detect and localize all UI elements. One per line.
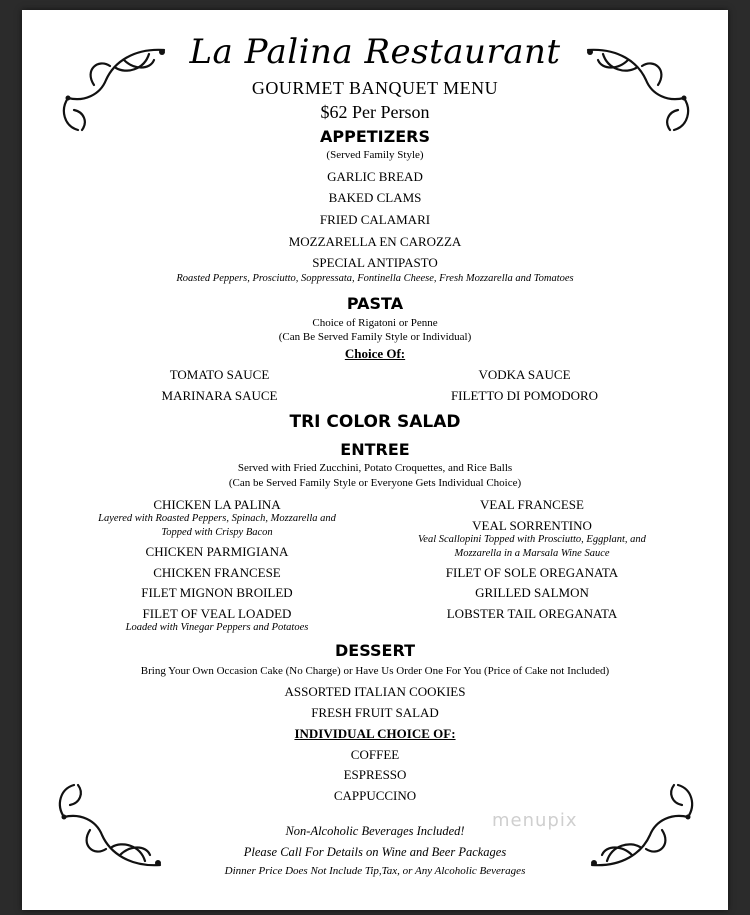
sauce-item: TOMATO SAUCE [169, 367, 270, 382]
price-per-person: $62 Per Person [320, 102, 430, 122]
footer-wine-beer: Please Call For Details on Wine and Beer Packages [243, 845, 507, 859]
entree-item: CHICKEN PARMIGIANA [145, 544, 289, 559]
entree-item: CHICKEN FRANCESE [153, 565, 281, 580]
entree-description: Topped with Crispy Bacon [161, 527, 273, 538]
entree-item: LOBSTER TAIL OREGANATA [446, 606, 618, 621]
appetizer-item: MOZZARELLA EN CAROZZA [288, 234, 462, 249]
entree-heading: ENTREE [340, 440, 410, 459]
appetizer-item: GARLIC BREAD [327, 169, 423, 184]
menu-page [22, 10, 728, 910]
footer-price-note: Dinner Price Does Not Include Tip,Tax, or Any Alcoholic Beverages [224, 865, 526, 877]
sauce-item: MARINARA SAUCE [161, 388, 278, 403]
sauce-item: FILETTO DI POMODORO [450, 388, 599, 403]
entree-item: FILET OF VEAL LOADED [142, 606, 292, 621]
entree-item: FILET MIGNON BROILED [141, 585, 293, 600]
drink-item: ESPRESSO [343, 767, 407, 782]
menu-name: GOURMET BANQUET MENU [251, 78, 499, 98]
dessert-heading: DESSERT [335, 641, 415, 660]
entree-description: Loaded with Vinegar Peppers and Potatoes [125, 622, 309, 633]
appetizers-heading: APPETIZERS [319, 127, 430, 146]
entree-item: GRILLED SALMON [475, 585, 589, 600]
appetizer-item: FRIED CALAMARI [319, 212, 431, 227]
dessert-note: Bring Your Own Occasion Cake (No Charge) or Have Us Order One For You (Price of Cake not Included) [140, 665, 610, 677]
entree-item: CHICKEN LA PALINA [153, 497, 281, 512]
salad-heading: TRI COLOR SALAD [289, 412, 461, 432]
drink-item: COFFEE [350, 747, 400, 762]
restaurant-name: La Palina Restaurant [189, 32, 561, 72]
pasta-note-2: (Can Be Served Family Style or Individual) [278, 331, 472, 343]
entree-note-2: (Can be Served Family Style or Everyone Gets Individual Choice) [228, 477, 522, 489]
dessert-item: FRESH FRUIT SALAD [311, 705, 439, 720]
entree-description: Layered with Roasted Peppers, Spinach, Mozzarella and [98, 513, 336, 524]
dessert-choice-label: INDIVIDUAL CHOICE OF: [294, 726, 456, 741]
entree-item: FILET OF SOLE OREGANATA [445, 565, 619, 580]
entree-description: Veal Scallopini Topped with Prosciutto, Eggplant, and [418, 534, 646, 545]
appetizer-item: BAKED CLAMS [328, 190, 422, 205]
appetizers-note: (Served Family Style) [326, 149, 424, 161]
antipasto-description: Roasted Peppers, Prosciutto, Soppressata, Fontinella Cheese, Fresh Mozzarella and Tomatoes [176, 273, 574, 284]
pasta-note-1: Choice of Rigatoni or Penne [312, 317, 438, 329]
pasta-heading: PASTA [346, 294, 404, 313]
entree-note-1: Served with Fried Zucchini, Potato Croquettes, and Rice Balls [237, 462, 513, 474]
menupix-watermark: menupix [492, 810, 578, 831]
drink-item: CAPPUCCINO [333, 788, 417, 803]
sauce-item: VODKA SAUCE [478, 367, 571, 382]
appetizer-item: SPECIAL ANTIPASTO [312, 255, 438, 270]
pasta-choice-label: Choice Of: [344, 346, 406, 361]
entree-description: Mozzarella in a Marsala Wine Sauce [454, 548, 610, 559]
dessert-item: ASSORTED ITALIAN COOKIES [284, 684, 466, 699]
footer-beverages: Non-Alcoholic Beverages Included! [285, 824, 465, 838]
entree-item: VEAL SORRENTINO [472, 518, 592, 533]
entree-item: VEAL FRANCESE [480, 497, 584, 512]
